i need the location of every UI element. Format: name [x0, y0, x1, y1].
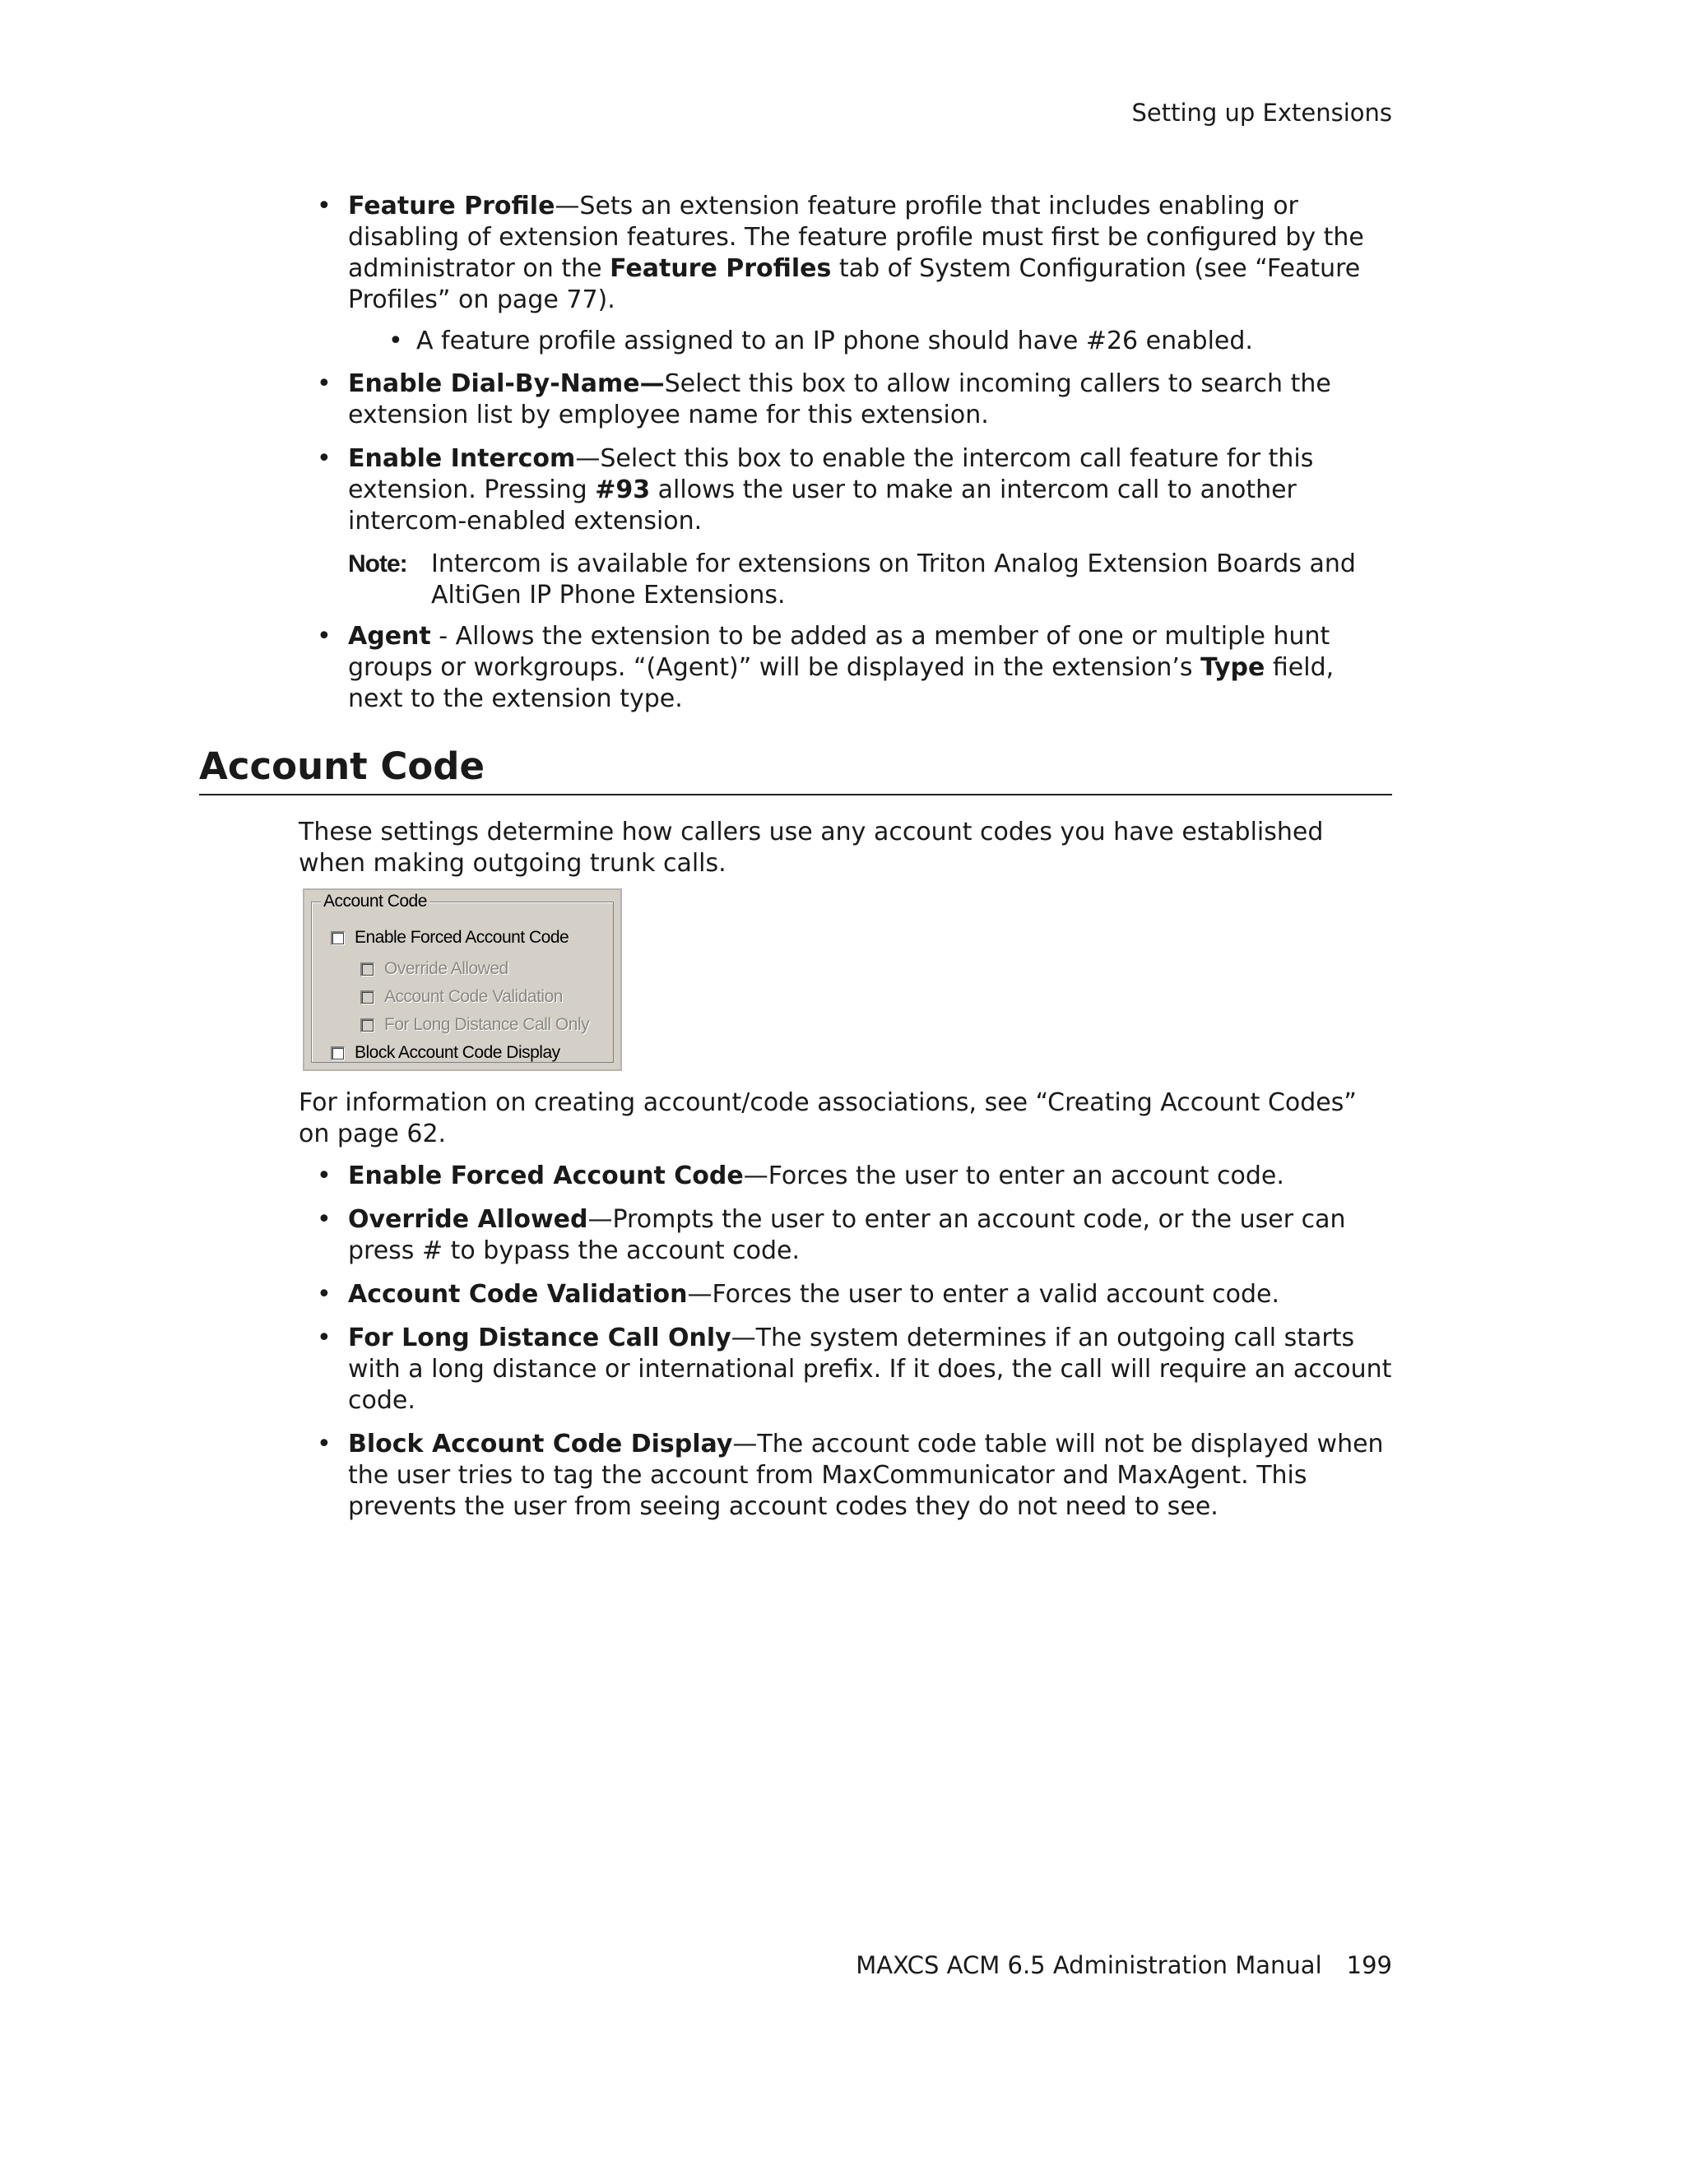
bullet-enable-dial-by-name — [348, 369, 1395, 431]
bullet-text: field, next to the extension type. — [348, 653, 1335, 713]
bullet-term: Agent — [348, 622, 431, 651]
note-label: Note: — [348, 550, 407, 577]
bullet-text: The account code table will not be displayed when the user tries to tag the account from MaxCommunicator and MaxAgent. This prevents the user from seeing account codes they do not need to see. — [348, 1430, 1384, 1521]
running-header: Setting up Extensions — [1131, 99, 1392, 127]
enable-forced-account-code-checkbox[interactable] — [331, 928, 569, 948]
account-code-groupbox-screenshot — [303, 888, 622, 1071]
bullet-long-distance-only — [348, 1323, 1395, 1417]
bullet-term: Enable Intercom — [348, 444, 576, 473]
override-allowed-checkbox[interactable] — [360, 959, 508, 979]
note-text: Intercom is available for extensions on Triton Analog Extension Boards and AltiGen IP Phone Extensions. — [431, 549, 1356, 610]
creating-account-codes-reference: For information on creating account/code associations, see “Creating Account Codes” on page 62. — [299, 1088, 1357, 1148]
bullet-feature-profile — [348, 191, 1395, 316]
checkbox-box[interactable] — [360, 1018, 374, 1032]
groupbox-legend: Account Code — [321, 892, 429, 911]
bullet-bold-term: #93 — [595, 475, 651, 504]
em-dash: — — [575, 444, 601, 473]
checkbox-box[interactable] — [360, 990, 374, 1004]
checkbox-box[interactable] — [331, 1046, 345, 1060]
em-dash: — — [587, 1205, 613, 1234]
bullet-term: Feature Profile — [348, 192, 555, 220]
em-dash: — — [687, 1280, 713, 1309]
manual-title: MAXCS ACM 6.5 Administration Manual — [856, 1951, 1322, 1979]
bullet-text: - Allows the extension to be added as a member of one or multiple hunt groups or workgroups. “(Agent)” will be displayed in the extension’s — [348, 622, 1330, 682]
section-divider — [199, 794, 1392, 795]
account-code-validation-checkbox[interactable] — [360, 987, 563, 1007]
page-number: 199 — [1346, 1951, 1392, 1979]
groupbox-frame — [311, 902, 614, 1063]
bullet-text: Sets an extension feature profile that includes enabling or disabling of extension features. The feature profile must first be configured by the administrator on the — [348, 192, 1364, 283]
bullet-bold-term: Type — [1200, 653, 1265, 682]
checkbox-label: For Long Distance Call Only — [384, 1015, 590, 1034]
bullet-text: Prompts the user to enter an account code, or the user can press # to bypass the account code. — [348, 1205, 1346, 1265]
section-heading: Account Code — [199, 744, 485, 788]
checkbox-box[interactable] — [331, 931, 345, 945]
bullet-enable-forced-account-code — [348, 1161, 1395, 1192]
bullet-text: The system determines if an outgoing call starts with a long distance or international prefix. If it does, the call will require an account code. — [348, 1324, 1392, 1415]
bullet-term: Block Account Code Display — [348, 1430, 733, 1458]
bullet-text: Forces the user to enter a valid account code. — [712, 1280, 1280, 1309]
bullet-text: allows the user to make an intercom call to another intercom-enabled extension. — [348, 475, 1297, 536]
bullet-text: tab of System Configuration (see “Feature Profiles” on page 77). — [348, 254, 1361, 314]
bullet-term: For Long Distance Call Only — [348, 1324, 731, 1352]
checkbox-label: Override Allowed — [384, 959, 508, 978]
em-dash: — — [732, 1430, 758, 1458]
bullet-override-allowed — [348, 1204, 1395, 1267]
em-dash: — — [743, 1162, 768, 1190]
bullet-text: Forces the user to enter an account code. — [768, 1162, 1284, 1190]
checkbox-box[interactable] — [360, 962, 374, 976]
checkbox-label: Block Account Code Display — [355, 1043, 560, 1062]
bullet-account-code-validation — [348, 1279, 1395, 1310]
em-dash: — — [731, 1324, 756, 1352]
bullet-enable-intercom — [348, 443, 1395, 537]
checkbox-label: Enable Forced Account Code — [355, 928, 569, 947]
bullet-text: Select this box to allow incoming callers to search the extension list by employee name for this extension. — [348, 369, 1331, 429]
running-footer — [856, 1950, 1392, 1981]
bullet-text: A feature profile assigned to an IP phone should have #26 enabled. — [416, 327, 1253, 355]
bullet-term: Enable Dial-By-Name— — [348, 369, 665, 398]
block-account-code-display-checkbox[interactable] — [331, 1043, 560, 1063]
section-intro: These settings determine how callers use any account codes you have established when making outgoing trunk calls. — [299, 818, 1324, 878]
bullet-term: Account Code Validation — [348, 1280, 688, 1309]
em-dash: — — [555, 192, 580, 220]
long-distance-only-checkbox[interactable] — [360, 1015, 589, 1035]
checkbox-label: Account Code Validation — [384, 987, 563, 1006]
bullet-text: Select this box to enable the intercom call feature for this extension. Pressing — [348, 444, 1314, 504]
bullet-block-account-code-display — [348, 1429, 1395, 1523]
bullet-bold-term: Feature Profiles — [610, 254, 832, 283]
sub-bullet-ip-phone — [416, 326, 1387, 357]
bullet-agent — [348, 621, 1395, 715]
bullet-term: Enable Forced Account Code — [348, 1162, 744, 1190]
bullet-term: Override Allowed — [348, 1205, 588, 1234]
